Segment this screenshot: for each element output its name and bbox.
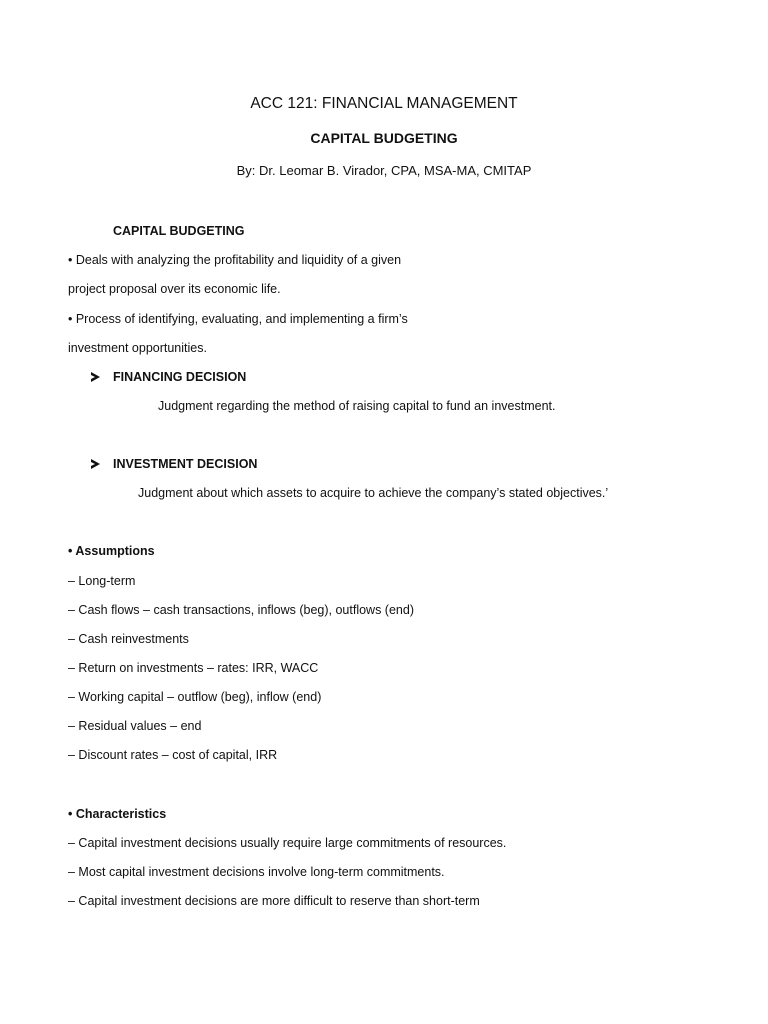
characteristics-heading: • Characteristics — [68, 807, 167, 821]
arrowhead-bullet-icon — [91, 459, 100, 469]
author-line: By: Dr. Leomar B. Virador, CPA, MSA-MA, CMITAP — [236, 163, 532, 178]
characteristic-item: – Capital investment decisions usually require large commitments of resources. — [68, 836, 507, 850]
document-title: CAPITAL BUDGETING — [310, 130, 458, 146]
assumption-item: – Cash flows – cash transactions, inflows (beg), outflows (end) — [68, 603, 414, 617]
course-title: ACC 121: FINANCIAL MANAGEMENT — [250, 95, 518, 112]
assumption-item: – Cash reinvestments — [68, 632, 189, 646]
assumption-item: – Working capital – outflow (beg), inflow (end) — [68, 690, 322, 704]
characteristic-item: – Capital investment decisions are more difficult to reserve than short-term — [68, 894, 480, 908]
arrowhead-bullet-icon — [91, 372, 100, 382]
assumptions-heading: • Assumptions — [68, 544, 155, 558]
definition-1-line-1: • Deals with analyzing the profitability and liquidity of a given — [68, 253, 402, 267]
definition-1-line-2: project proposal over its economic life. — [68, 282, 281, 296]
assumption-item: – Residual values – end — [68, 719, 202, 733]
definition-2-line-2: investment opportunities. — [68, 341, 207, 355]
financing-decision-description: Judgment regarding the method of raising capital to fund an investment. — [158, 399, 556, 413]
characteristic-item: – Most capital investment decisions involve long-term commitments. — [68, 865, 445, 879]
financing-decision-label: FINANCING DECISION — [113, 370, 247, 384]
section-heading: CAPITAL BUDGETING — [113, 224, 245, 238]
investment-decision-label: INVESTMENT DECISION — [113, 457, 258, 471]
assumption-item: – Long-term — [68, 574, 136, 588]
investment-decision-description: Judgment about which assets to acquire to achieve the company’s stated objectives.’ — [138, 486, 609, 500]
definition-2-line-1: • Process of identifying, evaluating, and implementing a firm’s — [68, 312, 408, 326]
assumption-item: – Return on investments – rates: IRR, WACC — [68, 661, 319, 675]
assumption-item: – Discount rates – cost of capital, IRR — [68, 748, 278, 762]
